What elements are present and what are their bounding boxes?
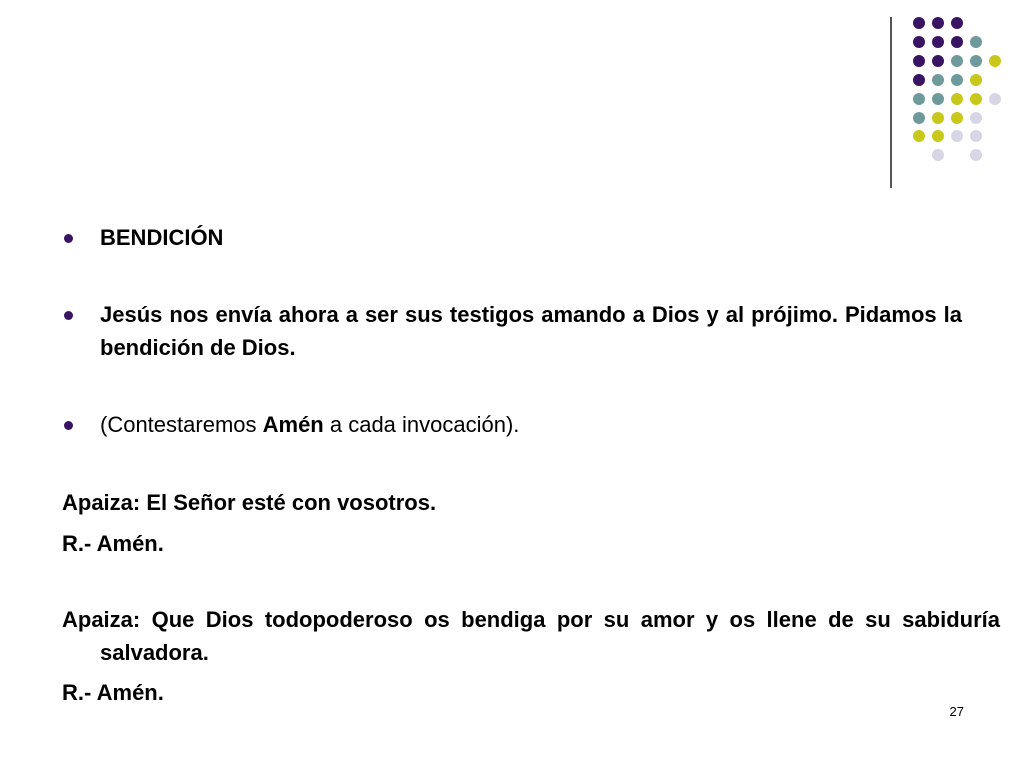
dot <box>951 93 963 105</box>
dot <box>913 112 925 124</box>
dot <box>951 17 963 29</box>
dot <box>970 55 982 67</box>
dot <box>989 93 1001 105</box>
dot <box>951 112 963 124</box>
dot <box>932 17 944 29</box>
vertical-divider-line <box>890 17 892 188</box>
dot <box>913 93 925 105</box>
dot <box>970 36 982 48</box>
dot <box>970 130 982 142</box>
contestaremos-text: (Contestaremos <box>100 412 263 437</box>
apaiza-line-2: Apaiza: Que Dios todopoderoso os bendiga por su amor y os llene de su sabiduría salvadora. <box>62 607 1000 665</box>
dot <box>932 149 944 161</box>
dot <box>932 130 944 142</box>
dot <box>913 17 925 29</box>
decorative-dot-grid <box>0 0 1024 200</box>
dot <box>932 112 944 124</box>
dot <box>989 55 1001 67</box>
dot <box>970 112 982 124</box>
apaiza-line-1: Apaiza: El Señor esté con vosotros. <box>62 490 437 515</box>
bullet-dot <box>64 234 73 243</box>
dot <box>970 149 982 161</box>
dot <box>932 36 944 48</box>
dot <box>913 36 925 48</box>
dot <box>913 130 925 142</box>
dot <box>970 74 982 86</box>
bullet-dot <box>64 311 73 320</box>
bullet-heading-bendicion: BENDICIÓN <box>100 225 224 250</box>
bullet-dot <box>64 421 73 430</box>
dot <box>951 74 963 86</box>
dot <box>932 55 944 67</box>
dot <box>951 55 963 67</box>
response-line-1: R.- Amén. <box>62 531 164 556</box>
invocacion-text: a cada invocación). <box>323 412 520 437</box>
dot <box>913 55 925 67</box>
dot <box>951 130 963 142</box>
dot <box>932 93 944 105</box>
bullet-text-testigos: Jesús nos envía ahora a ser sus testigos amando a Dios y al prójimo. Pidamos la bendición de Dios. <box>100 302 962 360</box>
response-line-2: R.- Amén. <box>62 680 164 705</box>
dot <box>913 74 925 86</box>
bullet-text-contestaremos <box>100 408 962 441</box>
amen-emphasis: Amén <box>262 412 324 437</box>
dot <box>932 74 944 86</box>
dot <box>951 36 963 48</box>
slide-number: 27 <box>949 704 964 719</box>
dot <box>970 93 982 105</box>
